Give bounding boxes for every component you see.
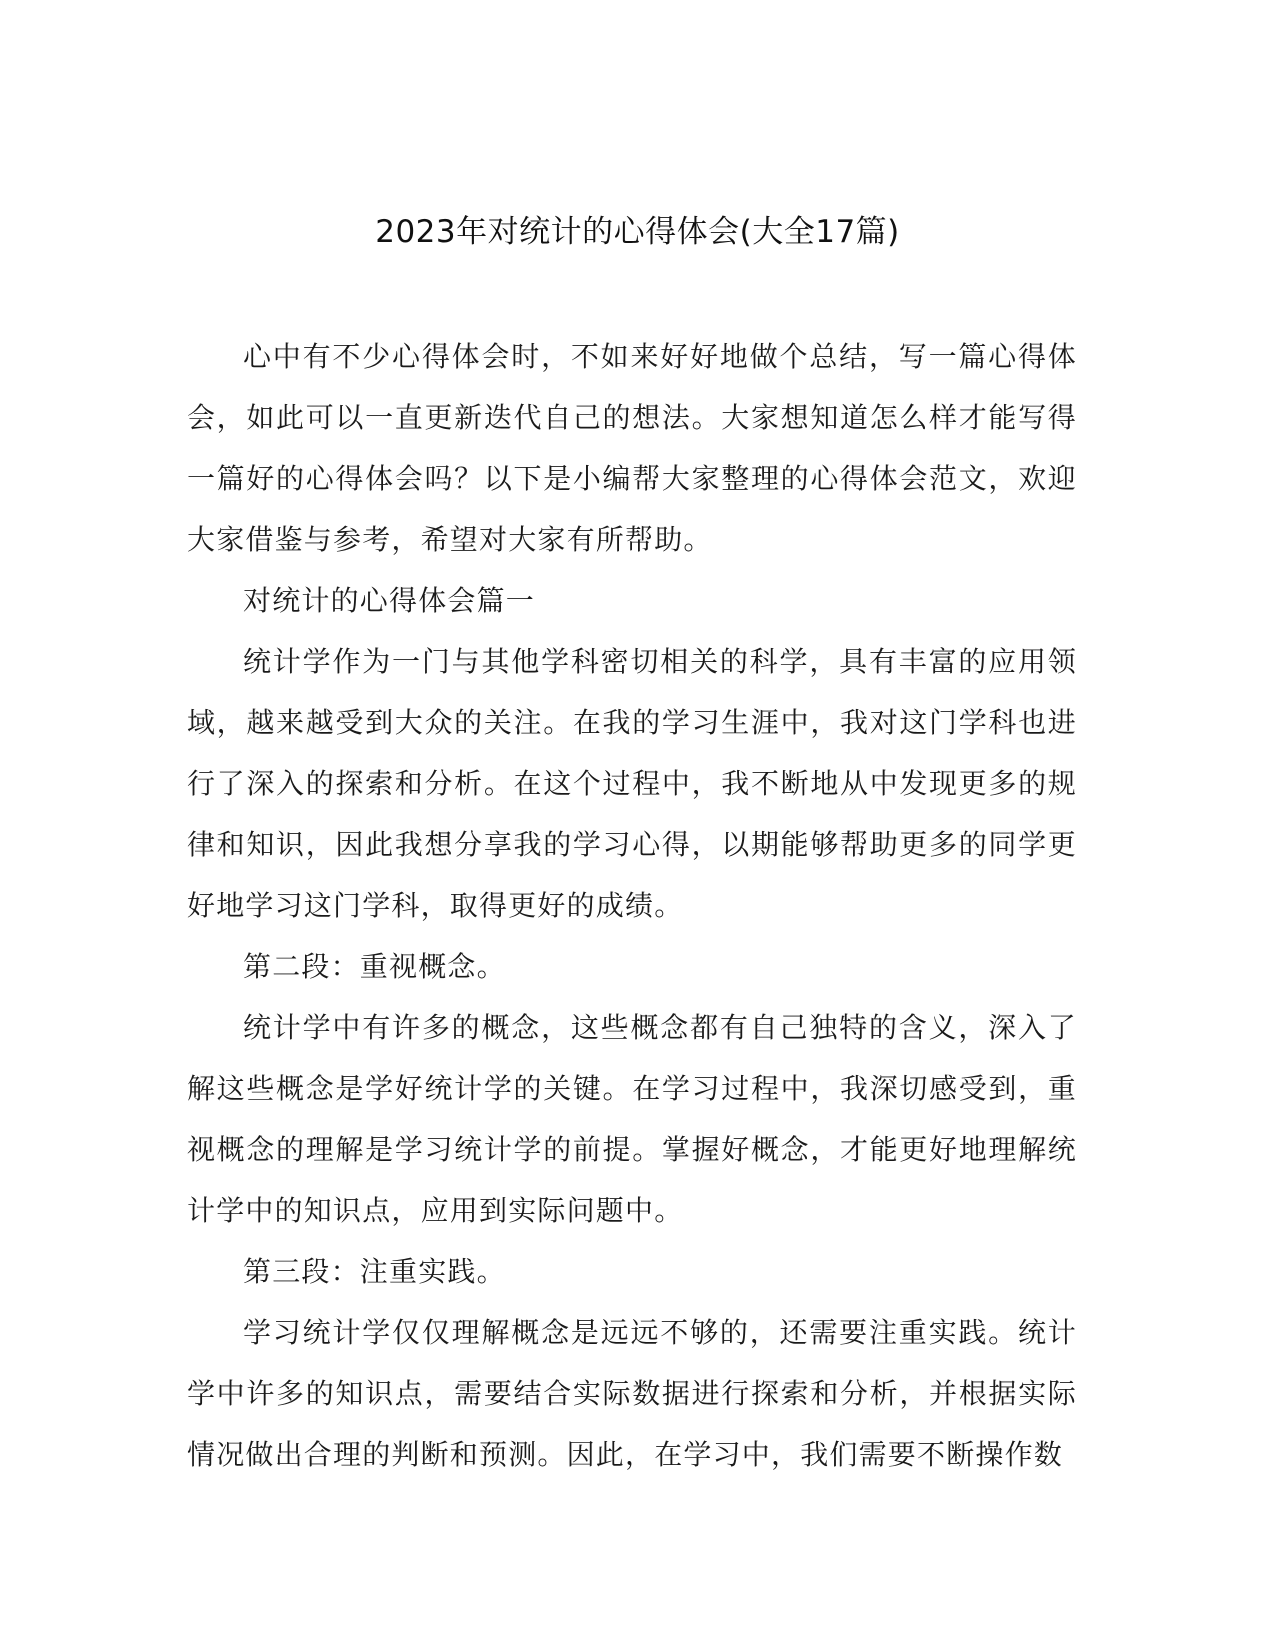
document-body [187, 326, 1077, 1485]
section-heading-3: 第三段：注重实践。 [243, 1255, 506, 1288]
paragraph-practice: 学习统计学仅仅理解概念是远远不够的，还需要注重实践。统计学中许多的知识点，需要结合实际数据进行探索和分析，并根据实际情况做出合理的判断和预测。因此，在学习中，我们需要不断操作数 [187, 1316, 1077, 1471]
paragraph-section1: 统计学作为一门与其他学科密切相关的科学，具有丰富的应用领域，越来越受到大众的关注。在我的学习生涯中，我对这门学科也进行了深入的探索和分析。在这个过程中，我不断地从中发现更多的规律和知识，因此我想分享我的学习心得，以期能够帮助更多的同学更好地学习这门学科，取得更好的成绩。 [187, 645, 1077, 922]
paragraph-intro: 心中有不少心得体会时，不如来好好地做个总结，写一篇心得体会，如此可以一直更新迭代自己的想法。大家想知道怎么样才能写得一篇好的心得体会吗？以下是小编帮大家整理的心得体会范文，欢迎大家借鉴与参考，希望对大家有所帮助。 [187, 340, 1077, 556]
document-title: 2023年对统计的心得体会(大全17篇) [375, 214, 900, 250]
paragraph-concepts: 统计学中有许多的概念，这些概念都有自己独特的含义，深入了解这些概念是学好统计学的关键。在学习过程中，我深切感受到，重视概念的理解是学习统计学的前提。掌握好概念，才能更好地理解统计学中的知识点，应用到实际问题中。 [187, 1011, 1077, 1227]
section-heading-2: 第二段：重视概念。 [243, 950, 506, 983]
section-heading-1: 对统计的心得体会篇一 [243, 584, 536, 617]
